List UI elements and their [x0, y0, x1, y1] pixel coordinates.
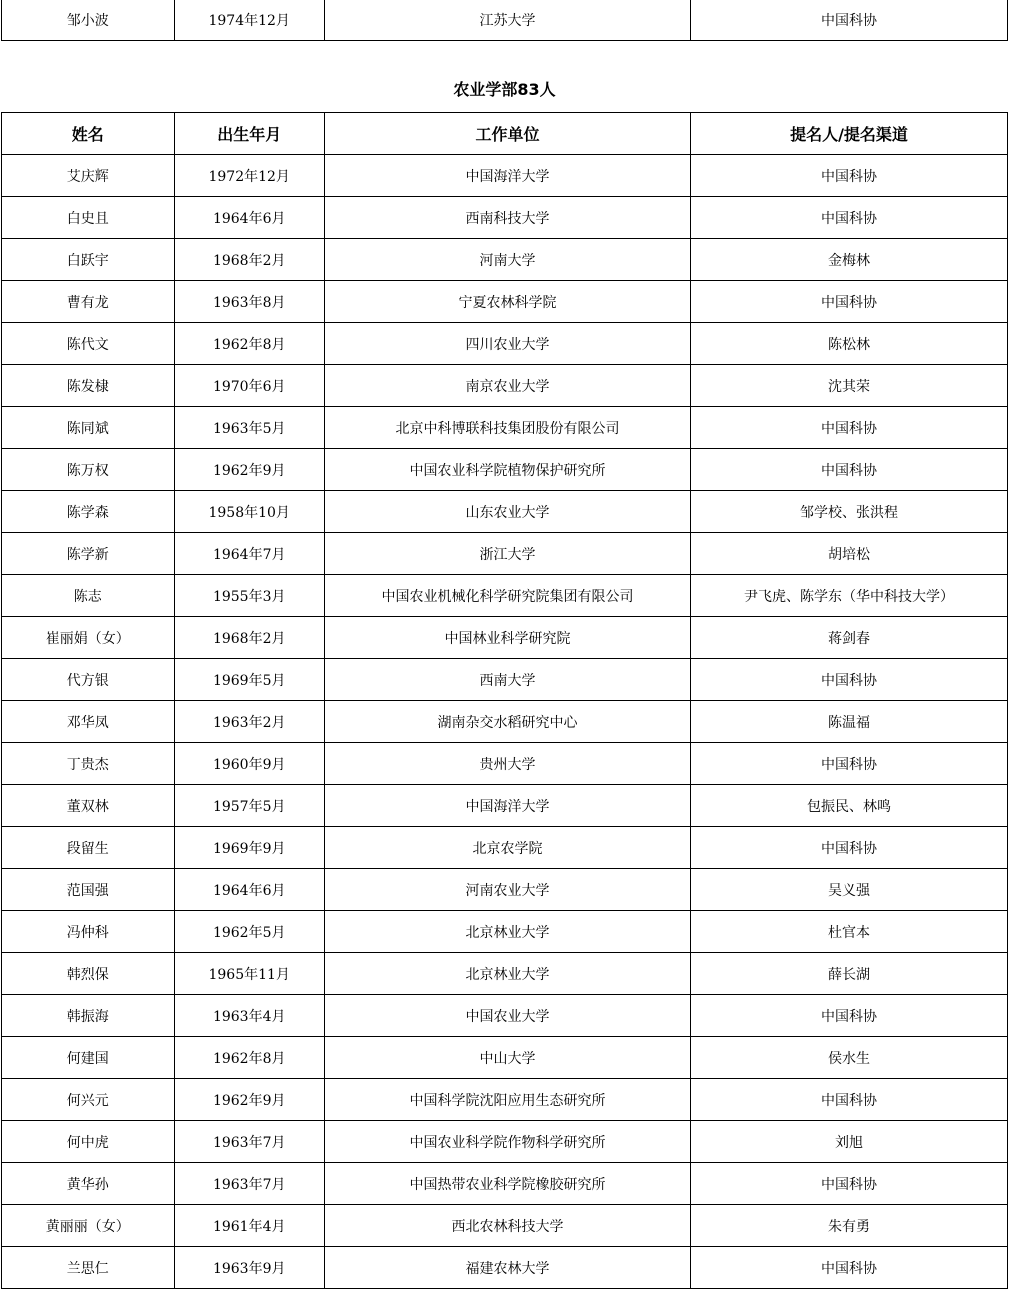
cell-name: 范国强 — [2, 869, 175, 911]
table-row — [2, 449, 1008, 491]
table-row — [2, 1247, 1008, 1289]
cell-nominator: 朱有勇 — [691, 1205, 1008, 1247]
column-header-birth: 出生年月 — [174, 113, 324, 155]
cell-birth: 1963年4月 — [174, 995, 324, 1037]
table-row — [2, 0, 1008, 41]
cell-unit: 河南农业大学 — [324, 869, 690, 911]
table-row — [2, 407, 1008, 449]
cell-name: 陈学新 — [2, 533, 175, 575]
nominee-table — [1, 112, 1008, 1289]
cell-name: 董双林 — [2, 785, 175, 827]
table-row — [2, 617, 1008, 659]
cell-birth: 1962年9月 — [174, 1079, 324, 1121]
table-row — [2, 701, 1008, 743]
cell-nominator: 金梅林 — [691, 239, 1008, 281]
cell-birth: 1964年6月 — [174, 869, 324, 911]
cell-unit: 中国农业机械化科学研究院集团有限公司 — [324, 575, 690, 617]
cell-unit: 四川农业大学 — [324, 323, 690, 365]
previous-section-table — [1, 0, 1008, 41]
cell-nominator: 中国科协 — [691, 0, 1008, 41]
cell-name: 黄丽丽（女） — [2, 1205, 175, 1247]
table-row — [2, 911, 1008, 953]
column-header-name: 姓名 — [2, 113, 175, 155]
cell-nominator: 中国科协 — [691, 281, 1008, 323]
cell-birth: 1963年5月 — [174, 407, 324, 449]
cell-name: 崔丽娟（女） — [2, 617, 175, 659]
cell-name: 冯仲科 — [2, 911, 175, 953]
cell-name: 陈万权 — [2, 449, 175, 491]
cell-unit: 北京林业大学 — [324, 911, 690, 953]
cell-nominator: 陈松林 — [691, 323, 1008, 365]
cell-unit: 贵州大学 — [324, 743, 690, 785]
cell-nominator: 胡培松 — [691, 533, 1008, 575]
cell-birth: 1963年8月 — [174, 281, 324, 323]
cell-unit: 福建农林大学 — [324, 1247, 690, 1289]
cell-nominator: 陈温福 — [691, 701, 1008, 743]
cell-name: 陈学森 — [2, 491, 175, 533]
cell-unit: 中国农业大学 — [324, 995, 690, 1037]
cell-unit: 湖南杂交水稻研究中心 — [324, 701, 690, 743]
cell-name: 代方银 — [2, 659, 175, 701]
cell-unit: 北京农学院 — [324, 827, 690, 869]
cell-name: 曹有龙 — [2, 281, 175, 323]
table-row — [2, 1037, 1008, 1079]
cell-name: 邹小波 — [2, 0, 175, 41]
cell-name: 兰思仁 — [2, 1247, 175, 1289]
cell-birth: 1961年4月 — [174, 1205, 324, 1247]
cell-birth: 1957年5月 — [174, 785, 324, 827]
cell-nominator: 中国科协 — [691, 155, 1008, 197]
cell-birth: 1962年8月 — [174, 323, 324, 365]
cell-nominator: 沈其荣 — [691, 365, 1008, 407]
cell-unit: 西北农林科技大学 — [324, 1205, 690, 1247]
cell-nominator: 尹飞虎、陈学东（华中科技大学） — [691, 575, 1008, 617]
table-row — [2, 239, 1008, 281]
table-body — [2, 155, 1008, 1289]
table-row — [2, 281, 1008, 323]
cell-birth: 1960年9月 — [174, 743, 324, 785]
cell-unit: 河南大学 — [324, 239, 690, 281]
cell-birth: 1955年3月 — [174, 575, 324, 617]
section-title: 农业学部83人 — [453, 80, 556, 99]
cell-nominator: 中国科协 — [691, 659, 1008, 701]
cell-unit: 中国农业科学院植物保护研究所 — [324, 449, 690, 491]
cell-name: 陈志 — [2, 575, 175, 617]
cell-birth: 1962年5月 — [174, 911, 324, 953]
cell-name: 何中虎 — [2, 1121, 175, 1163]
cell-birth: 1974年12月 — [174, 0, 324, 41]
cell-name: 白跃宇 — [2, 239, 175, 281]
cell-name: 邓华凤 — [2, 701, 175, 743]
cell-birth: 1964年7月 — [174, 533, 324, 575]
cell-name: 黄华孙 — [2, 1163, 175, 1205]
cell-unit: 山东农业大学 — [324, 491, 690, 533]
cell-name: 陈发棣 — [2, 365, 175, 407]
table-row — [2, 491, 1008, 533]
table-row — [2, 869, 1008, 911]
cell-unit: 中国热带农业科学院橡胶研究所 — [324, 1163, 690, 1205]
table-row — [2, 659, 1008, 701]
cell-nominator: 蒋剑春 — [691, 617, 1008, 659]
cell-nominator: 中国科协 — [691, 743, 1008, 785]
cell-nominator: 刘旭 — [691, 1121, 1008, 1163]
cell-birth: 1972年12月 — [174, 155, 324, 197]
cell-unit: 中国海洋大学 — [324, 785, 690, 827]
table-row — [2, 785, 1008, 827]
cell-unit: 北京中科博联科技集团股份有限公司 — [324, 407, 690, 449]
table-row — [2, 575, 1008, 617]
cell-birth: 1969年9月 — [174, 827, 324, 869]
cell-unit: 中国科学院沈阳应用生态研究所 — [324, 1079, 690, 1121]
table-row — [2, 743, 1008, 785]
cell-unit: 北京林业大学 — [324, 953, 690, 995]
cell-unit: 中山大学 — [324, 1037, 690, 1079]
cell-name: 韩烈保 — [2, 953, 175, 995]
cell-name: 丁贵杰 — [2, 743, 175, 785]
cell-nominator: 中国科协 — [691, 1079, 1008, 1121]
table-row — [2, 1163, 1008, 1205]
cell-nominator: 侯水生 — [691, 1037, 1008, 1079]
cell-birth: 1970年6月 — [174, 365, 324, 407]
table-row — [2, 1121, 1008, 1163]
cell-unit: 中国海洋大学 — [324, 155, 690, 197]
cell-birth: 1958年10月 — [174, 491, 324, 533]
table-header-row — [2, 113, 1008, 155]
table-row — [2, 323, 1008, 365]
table-row — [2, 827, 1008, 869]
cell-nominator: 中国科协 — [691, 1247, 1008, 1289]
cell-birth: 1964年6月 — [174, 197, 324, 239]
cell-unit: 浙江大学 — [324, 533, 690, 575]
cell-nominator: 中国科协 — [691, 995, 1008, 1037]
cell-nominator: 中国科协 — [691, 197, 1008, 239]
table-row — [2, 533, 1008, 575]
cell-nominator: 邹学校、张洪程 — [691, 491, 1008, 533]
cell-birth: 1963年7月 — [174, 1121, 324, 1163]
cell-unit: 西南科技大学 — [324, 197, 690, 239]
table-row — [2, 365, 1008, 407]
cell-name: 陈代文 — [2, 323, 175, 365]
cell-birth: 1962年9月 — [174, 449, 324, 491]
cell-unit: 江苏大学 — [324, 0, 690, 41]
cell-unit: 西南大学 — [324, 659, 690, 701]
cell-birth: 1962年8月 — [174, 1037, 324, 1079]
cell-unit: 中国林业科学研究院 — [324, 617, 690, 659]
cell-nominator: 包振民、林鸣 — [691, 785, 1008, 827]
cell-nominator: 中国科协 — [691, 1163, 1008, 1205]
table-row — [2, 995, 1008, 1037]
table-row — [2, 1079, 1008, 1121]
cell-unit: 南京农业大学 — [324, 365, 690, 407]
column-header-nominator: 提名人/提名渠道 — [691, 113, 1008, 155]
table-row — [2, 155, 1008, 197]
cell-birth: 1969年5月 — [174, 659, 324, 701]
cell-birth: 1963年2月 — [174, 701, 324, 743]
cell-nominator: 中国科协 — [691, 449, 1008, 491]
cell-nominator: 吴义强 — [691, 869, 1008, 911]
cell-name: 何兴元 — [2, 1079, 175, 1121]
cell-nominator: 薛长湖 — [691, 953, 1008, 995]
cell-name: 何建国 — [2, 1037, 175, 1079]
cell-unit: 中国农业科学院作物科学研究所 — [324, 1121, 690, 1163]
column-header-unit: 工作单位 — [324, 113, 690, 155]
cell-birth: 1968年2月 — [174, 617, 324, 659]
table-row — [2, 197, 1008, 239]
cell-name: 陈同斌 — [2, 407, 175, 449]
cell-birth: 1963年9月 — [174, 1247, 324, 1289]
cell-nominator: 杜官本 — [691, 911, 1008, 953]
cell-unit: 宁夏农林科学院 — [324, 281, 690, 323]
cell-birth: 1965年11月 — [174, 953, 324, 995]
cell-name: 段留生 — [2, 827, 175, 869]
cell-nominator: 中国科协 — [691, 407, 1008, 449]
cell-name: 韩振海 — [2, 995, 175, 1037]
cell-birth: 1963年7月 — [174, 1163, 324, 1205]
cell-nominator: 中国科协 — [691, 827, 1008, 869]
cell-birth: 1968年2月 — [174, 239, 324, 281]
table-row — [2, 1205, 1008, 1247]
table-row — [2, 953, 1008, 995]
cell-name: 白史且 — [2, 197, 175, 239]
cell-name: 艾庆辉 — [2, 155, 175, 197]
